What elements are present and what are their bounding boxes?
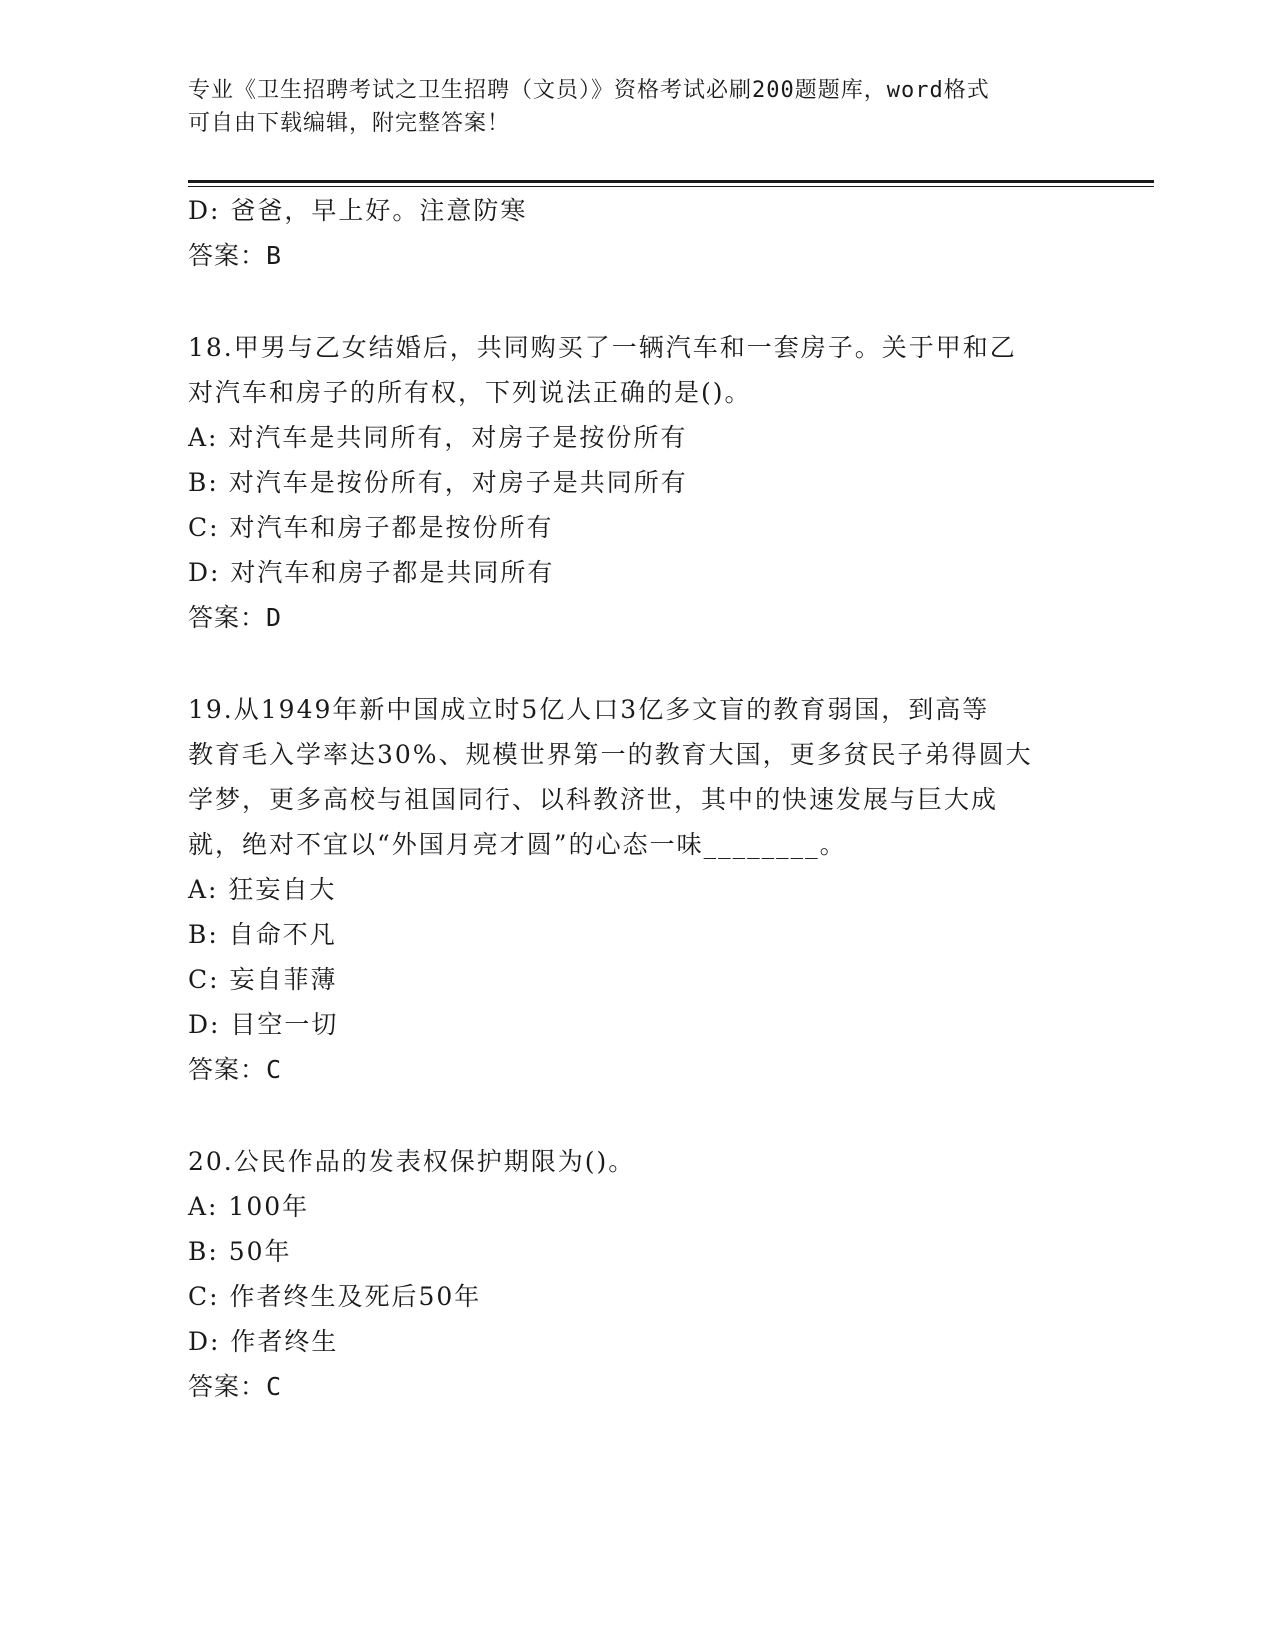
header-line-2: 可自由下载编辑，附完整答案！ — [188, 111, 511, 136]
question-18 — [188, 325, 1088, 640]
question-content — [188, 188, 1088, 1409]
option-b: B: 自命不凡 — [188, 920, 337, 949]
question-stem-line: 20.公民作品的发表权保护期限为()。 — [188, 1147, 636, 1176]
header-line-1: 专业《卫生招聘考试之卫生招聘（文员）》资格考试必刷200题题库，word格式 — [188, 78, 990, 103]
option-d: D: 目空一切 — [188, 1010, 339, 1039]
header-divider-thick — [188, 180, 1154, 183]
option-a: A: 100年 — [188, 1192, 310, 1221]
option-b: B: 对汽车是按份所有，对房子是共同所有 — [188, 468, 688, 497]
question-20 — [188, 1139, 1088, 1409]
question-19 — [188, 687, 1088, 1092]
option-c: C: 对汽车和房子都是按份所有 — [188, 513, 554, 542]
option-d: D: 作者终生 — [188, 1327, 339, 1356]
question-17-tail — [188, 188, 1088, 278]
question-stem-line: 对汽车和房子的所有权，下列说法正确的是()。 — [188, 378, 752, 407]
question-stem-line: 就，绝对不宜以“外国月亮才圆”的心态一味________。 — [188, 830, 847, 859]
option-a: A: 狂妄自大 — [188, 875, 337, 904]
answer: 答案：B — [188, 241, 283, 270]
option-b: B: 50年 — [188, 1237, 292, 1266]
option-d: D: 爸爸，早上好。注意防寒 — [188, 196, 528, 225]
option-a: A: 对汽车是共同所有，对房子是按份所有 — [188, 423, 688, 452]
option-c: C: 作者终生及死后50年 — [188, 1282, 482, 1311]
answer: 答案：C — [188, 1372, 283, 1401]
option-c: C: 妄自菲薄 — [188, 965, 338, 994]
question-stem-line: 19.从1949年新中国成立时5亿人口3亿多文盲的教育弱国，到高等 — [188, 695, 990, 724]
answer: 答案：D — [188, 603, 283, 632]
answer: 答案：C — [188, 1055, 283, 1084]
document-header — [188, 74, 1088, 140]
question-stem-line: 学梦，更多高校与祖国同行、以科教济世，其中的快速发展与巨大成 — [188, 785, 999, 814]
question-stem-line: 18.甲男与乙女结婚后，共同购买了一辆汽车和一套房子。关于甲和乙 — [188, 333, 1017, 362]
header-divider-thin — [188, 186, 1154, 187]
option-d: D: 对汽车和房子都是共同所有 — [188, 558, 555, 587]
question-stem-line: 教育毛入学率达30%、规模世界第一的教育大国，更多贫民子弟得圆大 — [188, 740, 1033, 769]
